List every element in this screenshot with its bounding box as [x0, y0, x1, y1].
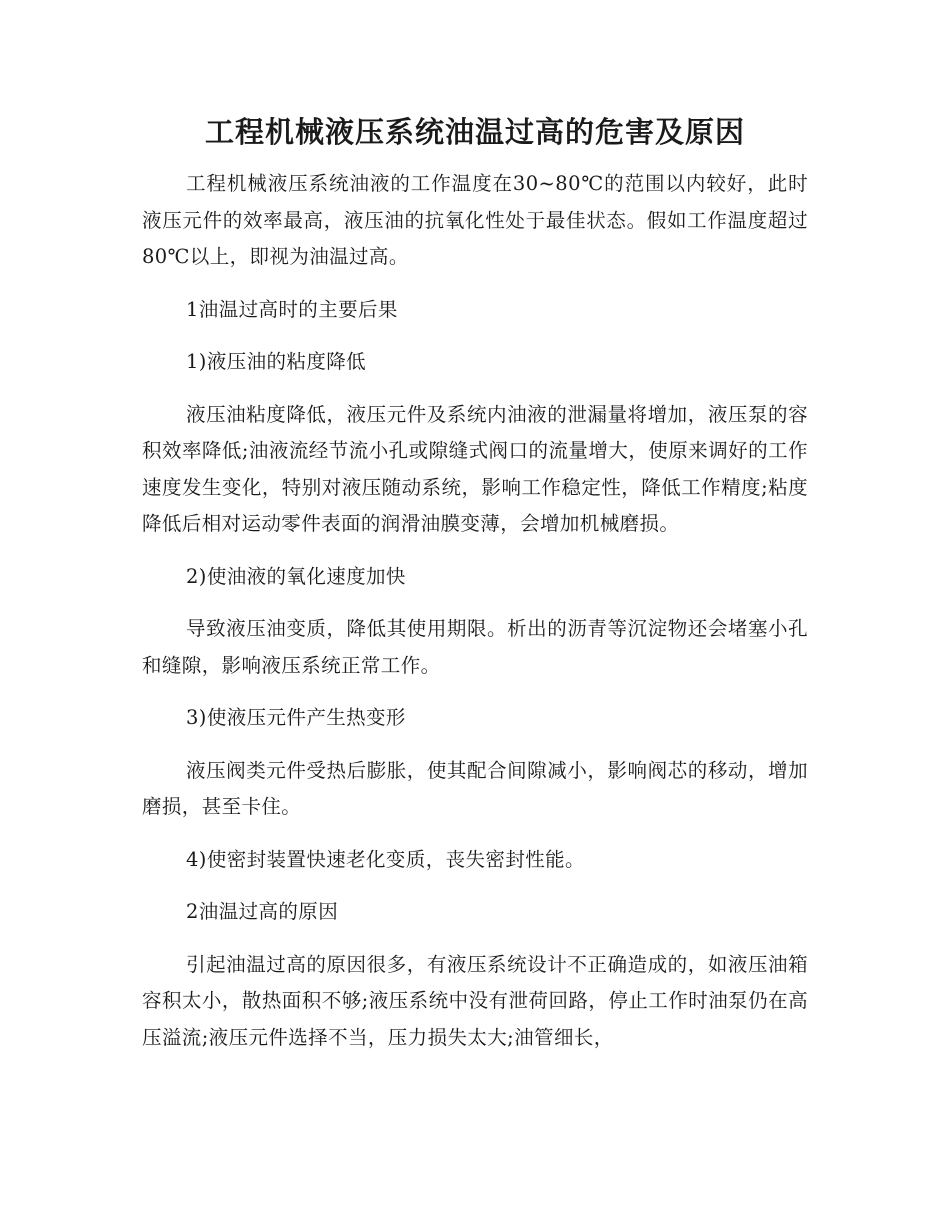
document-title: 工程机械液压系统油温过高的危害及原因 — [204, 115, 745, 149]
subheading-seal-aging: 4)使密封装置快速老化变质，丧失密封性能。 — [186, 847, 585, 871]
section-heading-causes: 2油温过高的原因 — [186, 900, 339, 923]
intro-paragraph: 工程机械液压系统油液的工作温度在30~80℃的范围以内较好，此时液压元件的效率最高，液压油的抗氧化性处于最佳状态。假如工作温度超过80℃以上，即视为油温过高。 — [142, 172, 808, 268]
document-body — [142, 166, 808, 1056]
subheading-oxidation: 2)使油液的氧化速度加快 — [186, 564, 406, 588]
subheading-viscosity: 1)液压油的粘度降低 — [186, 350, 367, 373]
paragraph-oxidation: 导致液压油变质，降低其使用期限。析出的沥青等沉淀物还会堵塞小孔和缝隙，影响液压系统正常工作。 — [142, 617, 808, 677]
paragraph-viscosity: 液压油粘度降低，液压元件及系统内油液的泄漏量将增加，液压泵的容积效率降低;油液流经节流小孔或隙缝式阀口的流量增大，使原来调好的工作速度发生变化，特别对液压随动系统，影响工作稳定性，降低工作精度;粘度降低后相对运动零件表面的润滑油膜变薄，会增加机械磨损。 — [142, 402, 808, 535]
section-heading-consequences: 1油温过高时的主要后果 — [186, 297, 398, 321]
subheading-thermal-deformation: 3)使液压元件产生热变形 — [186, 706, 406, 729]
paragraph-causes: 引起油温过高的原因很多，有液压系统设计不正确造成的，如液压油箱容积太小，散热面积不够;液压系统中没有泄荷回路，停止工作时油泵仍在高压溢流;液压元件选择不当，压力损失太大;油管细长， — [142, 952, 808, 1049]
paragraph-thermal-deformation: 液压阀类元件受热后膨胀，使其配合间隙减小，影响阀芯的移动，增加磨损，甚至卡住。 — [142, 758, 808, 818]
